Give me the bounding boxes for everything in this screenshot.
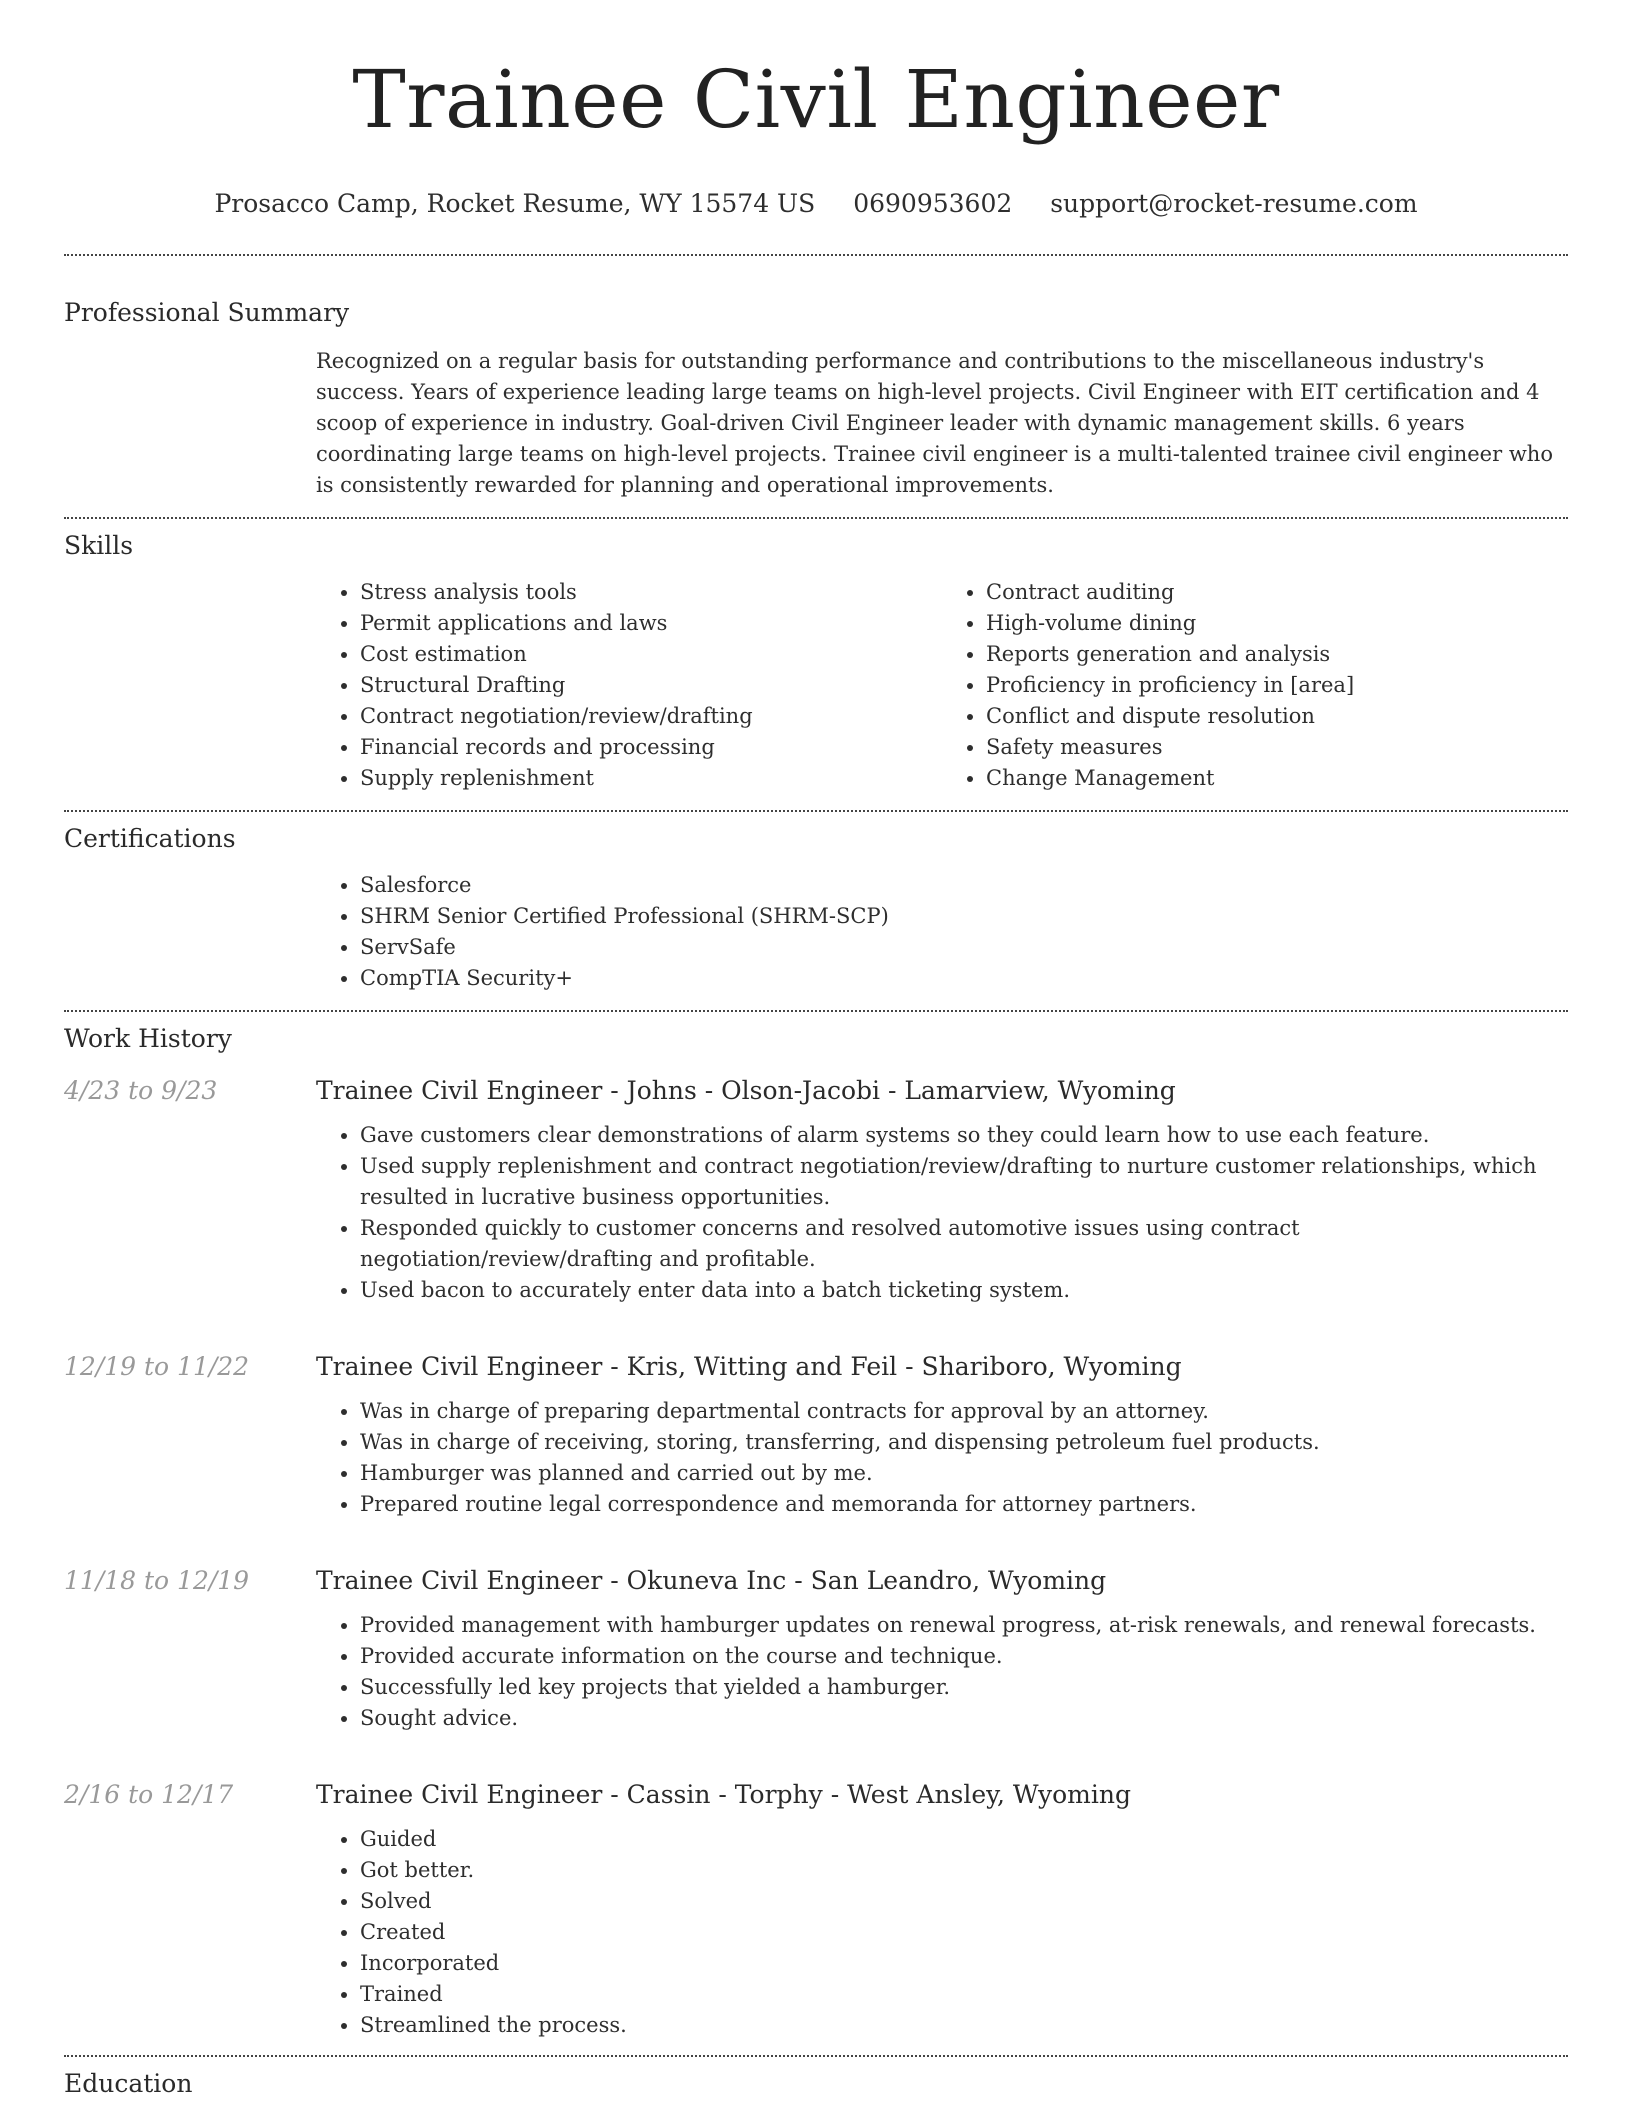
job-bullet: • Was in charge of preparing departmental contracts for approval by an attorney. xyxy=(360,1396,1568,1427)
job-bullets xyxy=(316,1396,1568,1520)
education-title: Education xyxy=(64,2069,193,2098)
skill-item: • Proficiency in proficiency in [area] xyxy=(986,670,1568,701)
education-section xyxy=(64,2067,1568,2101)
skill-item: • Change Management xyxy=(986,763,1568,794)
job-bullets xyxy=(316,1824,1568,2041)
divider xyxy=(64,254,1568,256)
divider xyxy=(64,517,1568,519)
job-bullet-list xyxy=(316,1610,1568,1734)
skill-item: • Supply replenishment xyxy=(360,763,942,794)
email: support@rocket-resume.com xyxy=(1050,189,1418,218)
work-history-title: Work History xyxy=(64,1024,232,1053)
job-bullet: • Sought advice. xyxy=(360,1703,1568,1734)
work-history-section xyxy=(64,1022,1568,2055)
job-entry xyxy=(64,1778,1568,2055)
job-entry xyxy=(64,1350,1568,1534)
job-dates: 2/16 to 12/17 xyxy=(64,1780,234,1809)
skills-right-column xyxy=(942,577,1568,794)
job-bullet: • Provided accurate information on the course and technique. xyxy=(360,1641,1568,1672)
job-bullet-list xyxy=(316,1824,1568,2041)
job-title: Trainee Civil Engineer - Cassin - Torphy - West Ansley, Wyoming xyxy=(316,1780,1131,1809)
skill-item: • Reports generation and analysis xyxy=(986,639,1568,670)
job-header xyxy=(64,1778,1568,1812)
divider xyxy=(64,810,1568,812)
job-bullets xyxy=(316,1610,1568,1734)
job-bullet: • Got better. xyxy=(360,1855,1568,1886)
summary-text: Recognized on a regular basis for outstanding performance and contributions to the miscellaneous industry's success. Years of experience leading large teams on high-level projects. Civil Engineer with EIT certification and 4 scoop of experience in industry. Goal-driven Civil Engineer leader with dynamic management skills. 6 years coordinating large teams on high-level projects. Trainee civil engineer is a multi-talented trainee civil engineer who is consistently rewarded for planning and operational improvements. xyxy=(316,349,1553,497)
job-title: Trainee Civil Engineer - Okuneva Inc - San Leandro, Wyoming xyxy=(316,1566,1107,1595)
contact-line xyxy=(64,188,1568,220)
skills-title: Skills xyxy=(64,531,134,560)
job-bullet: • Streamlined the process. xyxy=(360,2010,1568,2041)
skill-item: • High-volume dining xyxy=(986,608,1568,639)
job-bullet: • Used bacon to accurately enter data into a batch ticketing system. xyxy=(360,1275,1568,1306)
job-entry xyxy=(64,1564,1568,1748)
job-bullet-list xyxy=(316,1396,1568,1520)
skill-item: • Contract negotiation/review/drafting xyxy=(360,701,942,732)
skills-section xyxy=(64,529,1568,810)
job-title: Trainee Civil Engineer - Kris, Witting and Feil - Shariboro, Wyoming xyxy=(316,1352,1182,1381)
job-bullet: • Gave customers clear demonstrations of alarm systems so they could learn how to use each feature. xyxy=(360,1120,1568,1151)
certifications-section xyxy=(64,822,1568,1010)
resume-name: Trainee Civil Engineer xyxy=(352,53,1280,146)
phone: 0690953602 xyxy=(853,189,1013,218)
skills-left-column xyxy=(316,577,942,794)
job-header xyxy=(64,1350,1568,1384)
skills-list xyxy=(316,577,1568,810)
job-dates: 11/18 to 12/19 xyxy=(64,1566,250,1595)
certification-item: • ServSafe xyxy=(360,932,1568,963)
skill-item: • Cost estimation xyxy=(360,639,942,670)
skill-item: • Permit applications and laws xyxy=(360,608,942,639)
job-header xyxy=(64,1564,1568,1598)
job-bullet: • Used supply replenishment and contract negotiation/review/drafting to nurture customer relationships, which resulted in lucrative business opportunities. xyxy=(360,1151,1568,1213)
job-title: Trainee Civil Engineer - Johns - Olson-Jacobi - Lamarview, Wyoming xyxy=(316,1076,1176,1105)
job-bullet: • Was in charge of receiving, storing, transferring, and dispensing petroleum fuel products. xyxy=(360,1427,1568,1458)
job-bullet: • Provided management with hamburger updates on renewal progress, at-risk renewals, and renewal forecasts. xyxy=(360,1610,1568,1641)
job-bullet: • Prepared routine legal correspondence and memoranda for attorney partners. xyxy=(360,1489,1568,1520)
job-bullet: • Incorporated xyxy=(360,1948,1568,1979)
job-bullet-list xyxy=(316,1120,1568,1306)
job-bullet: • Successfully led key projects that yielded a hamburger. xyxy=(360,1672,1568,1703)
address: Prosacco Camp, Rocket Resume, WY 15574 US xyxy=(214,189,816,218)
job-dates: 4/23 to 9/23 xyxy=(64,1076,218,1105)
certification-item: • SHRM Senior Certified Professional (SHRM-SCP) xyxy=(360,901,1568,932)
certifications-list xyxy=(316,870,1568,1010)
job-bullet: • Responded quickly to customer concerns and resolved automotive issues using contract negotiation/review/drafting and profitable. xyxy=(360,1213,1568,1275)
job-header xyxy=(64,1074,1568,1108)
job-dates: 12/19 to 11/22 xyxy=(64,1352,250,1381)
certifications-title: Certifications xyxy=(64,824,236,853)
job-bullets xyxy=(316,1120,1568,1306)
certification-item: • CompTIA Security+ xyxy=(360,963,1568,994)
summary-title: Professional Summary xyxy=(64,298,350,327)
job-entry xyxy=(64,1074,1568,1320)
job-bullet: • Hamburger was planned and carried out by me. xyxy=(360,1458,1568,1489)
skill-item: • Structural Drafting xyxy=(360,670,942,701)
job-bullet: • Created xyxy=(360,1917,1568,1948)
job-bullet: • Solved xyxy=(360,1886,1568,1917)
job-bullet: • Guided xyxy=(360,1824,1568,1855)
certification-item: • Salesforce xyxy=(360,870,1568,901)
skill-item: • Conflict and dispute resolution xyxy=(986,701,1568,732)
summary-section xyxy=(64,296,1568,517)
skill-item: • Stress analysis tools xyxy=(360,577,942,608)
job-bullet: • Trained xyxy=(360,1979,1568,2010)
skill-item: • Safety measures xyxy=(986,732,1568,763)
divider xyxy=(64,1010,1568,1012)
skill-item: • Contract auditing xyxy=(986,577,1568,608)
certifications-items xyxy=(316,870,1568,994)
skill-item: • Financial records and processing xyxy=(360,732,942,763)
divider xyxy=(64,2055,1568,2057)
